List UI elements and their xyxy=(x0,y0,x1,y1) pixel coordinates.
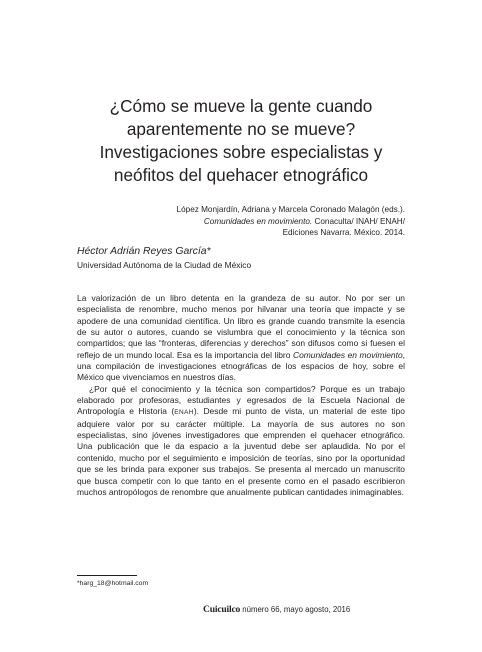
title-line: Investigaciones sobre especialistas y xyxy=(99,142,383,162)
reference-book-title: Comunidades en movimiento. xyxy=(203,216,313,226)
title-line: aparentemente no se mueve? xyxy=(126,119,356,139)
acronym-small-caps: ENAH xyxy=(174,409,194,417)
reference-line: López Monjardín, Adriana y Marcela Coronado Malagón (eds.). xyxy=(176,205,405,214)
title-line: ¿Cómo se mueve la gente cuando xyxy=(109,96,373,116)
review-body xyxy=(77,293,405,498)
title-line: neófitos del quehacer etnográfico xyxy=(113,165,369,185)
reference-line: Ediciones Navarra. México. 2014. xyxy=(282,228,405,238)
page-footer xyxy=(203,604,350,615)
paragraph-text: La valorización de un libro detenta en la grandeza de su autor. No por ser un especialista de renombre, mucho menos por hilvanar una teoría que impacte y se apodere de una comunidad científica. Un libro es grande cuando transmite la esencia de su autor o autores, cuando se vislumbra que el conocimiento y la técnica son compartidos; que las “fronteras, diferencias y derechos” son difusos como si fuesen el reflejo de un mundo local. Esa es la importancia del libro xyxy=(77,293,405,360)
journal-logo: Cuicuilco xyxy=(203,604,241,615)
footnote-divider xyxy=(77,575,137,576)
paragraph xyxy=(77,293,405,384)
reference-publishers: Conaculta/ INAH/ ENAH/ xyxy=(312,216,405,226)
author-name: Héctor Adrián Reyes García* xyxy=(77,246,211,257)
paragraph-text: ). Desde mi punto de vista, un material de este tipo adquiere valor por su carácter múltiple. La mayoría de sus autores no son especialistas, sino jóvenes investigadores que emprenden el quehacer etnográfico. Una publicación que le da espacio a la juventud debe ser aplaudida. No por el contenido, mucho por el seguimiento e imposición de teorías, sino por la oportunidad que se les brinda para exponer sus trabajos. Se presenta al mercado un manuscrito que busca competir con lo que tanto en el presente como en el pasado escribieron muchos antropólogos de renombre que anualmente publican cantidades inimaginables. xyxy=(77,406,405,497)
book-title-italic: Comunidades en movimiento xyxy=(292,349,403,360)
paragraph-text: , una compilación de investigaciones etnográficas de los espacios de hoy, sobre el México que vivenciamos en nuestros días. xyxy=(77,349,406,383)
author-affiliation: Universidad Autónoma de la Ciudad de México xyxy=(77,260,252,270)
paragraph xyxy=(77,384,405,498)
review-title xyxy=(60,95,422,187)
issue-info: número 66, mayo agosto, 2016 xyxy=(240,605,351,614)
book-reference xyxy=(105,204,405,239)
paragraph-text: ¿Por qué el conocimiento y la técnica son compartidos? Porque es un trabajo elaborado por profesoras, estudiantes y egresados de la Escuela Nacional de Antropología e Historia ( xyxy=(77,383,405,417)
reference-line xyxy=(105,216,405,228)
footnote-email: *harg_18@hotmail.com xyxy=(77,580,149,587)
